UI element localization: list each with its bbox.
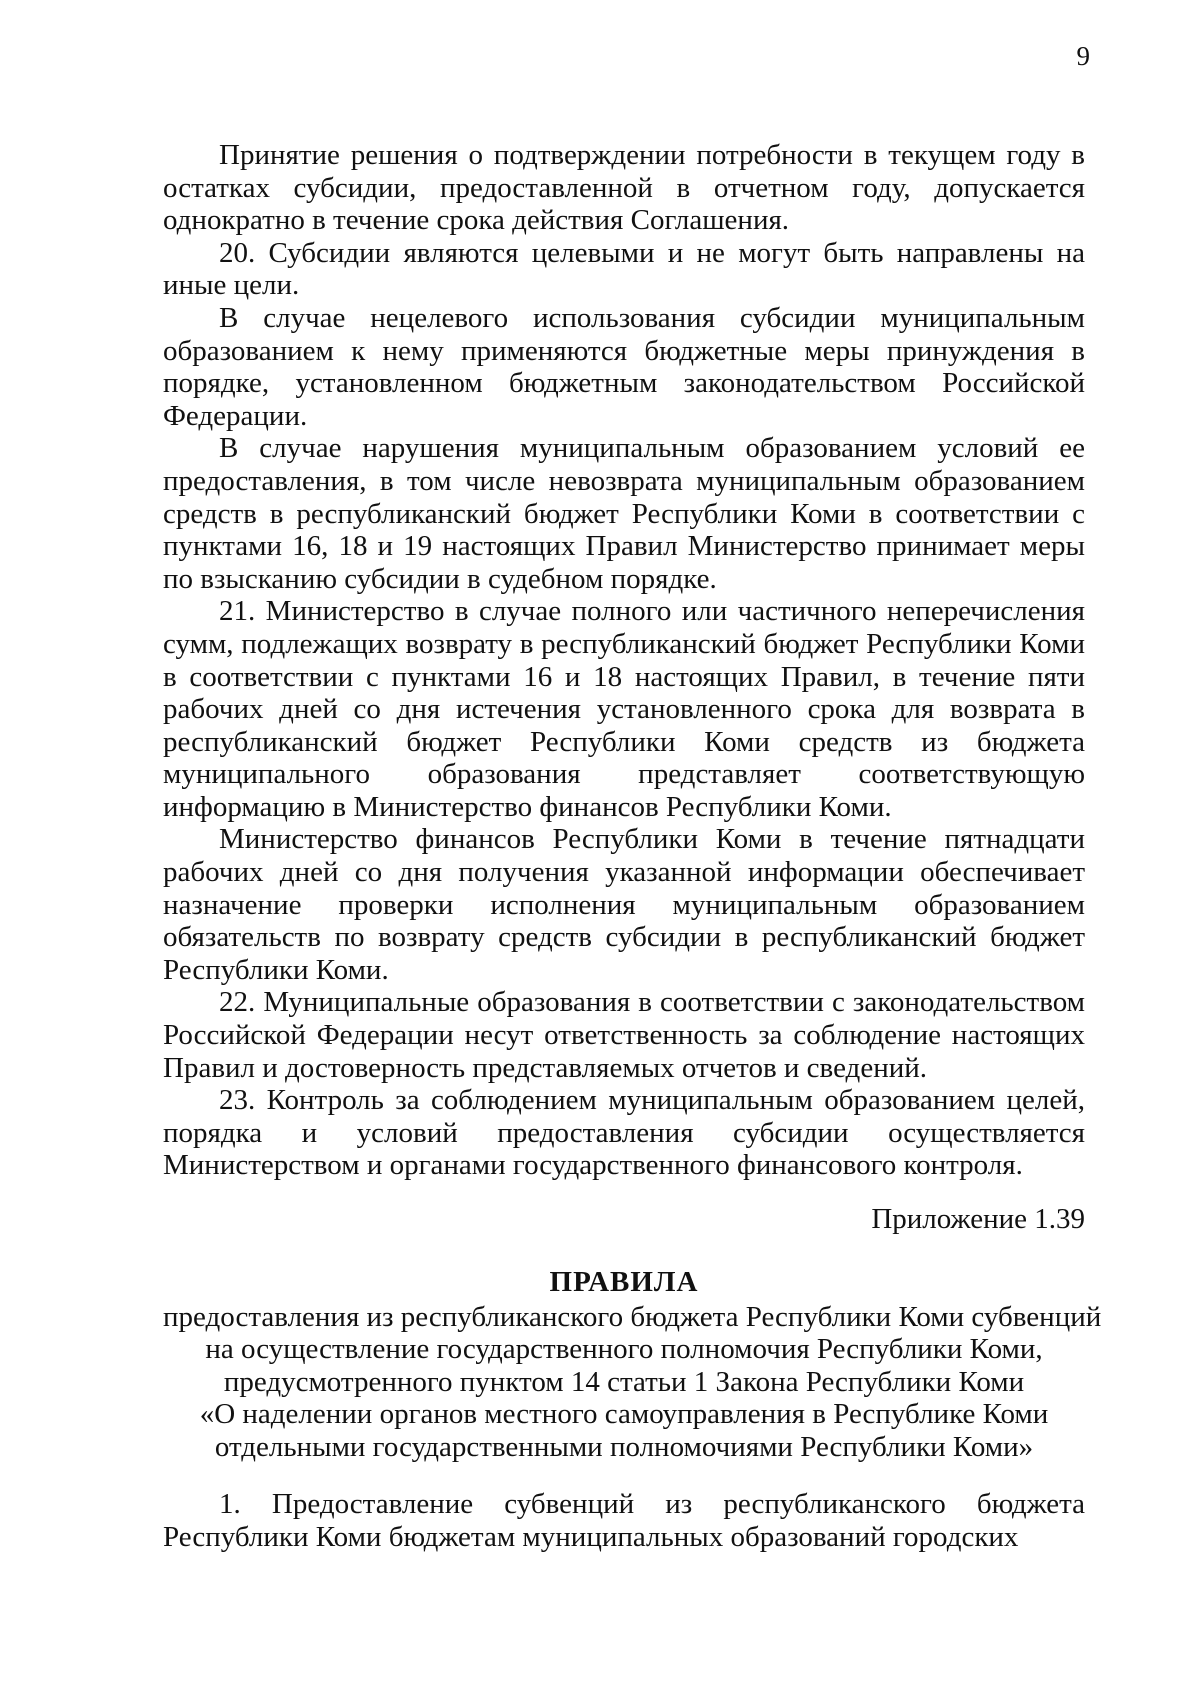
paragraph-21: 21. Министерство в случае полного или частичного неперечисления сумм, подлежащих возврату в республиканский бюджет Республики Коми в соответствии с пунктами 16 и 18 настоящих Правил, в течение пяти рабочих дней со дня истечения установленного срока для возврата в республиканский бюджет Республики Коми средств из бюджета муниципального образования представляет соответствующую информацию в Министерство финансов Республики Коми. bbox=[163, 595, 1085, 823]
rules-title: ПРАВИЛА bbox=[549, 1266, 699, 1298]
paragraph-22: 22. Муниципальные образования в соответствии с законодательством Российской Федерации несут ответственность за соблюдение настоящих Правил и достоверность представляемых отчетов и сведений. bbox=[163, 986, 1085, 1084]
rules-paragraph-1: 1. Предоставление субвенций из республиканского бюджета Республики Коми бюджетам муниципальных образований городских bbox=[163, 1488, 1085, 1553]
paragraph-20: 20. Субсидии являются целевыми и не могут быть направлены на иные цели. bbox=[163, 236, 1085, 302]
paragraph-ministry-finance: Министерство финансов Республики Коми в течение пятнадцати рабочих дней со дня получения указанной информации обеспечивает назначение проверки исполнения муниципальным образованием обязательств по возврату средств субсидии в республиканский бюджет Республики Коми. bbox=[163, 823, 1085, 986]
rules-subtitle-line: предоставления из республиканского бюджета Республики Коми субвенций bbox=[163, 1300, 1102, 1333]
appendix-label: Приложение 1.39 bbox=[871, 1203, 1085, 1235]
paragraph-violation: В случае нарушения муниципальным образованием условий ее предоставления, в том числе невозврата муниципальным образованием средств в республиканский бюджет Республики Коми в соответствии с пунктами 16, 18 и 19 настоящих Правил Министерство принимает меры по взысканию субсидии в судебном порядке. bbox=[163, 432, 1085, 595]
body-text bbox=[163, 139, 1085, 1182]
page-number: 9 bbox=[1076, 41, 1090, 71]
paragraph-misuse: В случае нецелевого использования субсидии муниципальным образованием к нему применяются бюджетные меры принуждения в порядке, установленном бюджетным законодательством Российской Федерации. bbox=[163, 301, 1085, 432]
paragraph-subsidy-remainder: Принятие решения о подтверждении потребности в текущем году в остатках субсидии, предоставленной в отчетном году, допускается однократно в течение срока действия Соглашения. bbox=[163, 139, 1085, 237]
rules-subtitle-line: отдельными государственными полномочиями Республики Коми» bbox=[214, 1430, 1034, 1463]
rules-subtitle-line: предусмотренного пунктом 14 статьи 1 Закона Республики Коми bbox=[223, 1365, 1025, 1398]
rules-body bbox=[163, 1488, 1085, 1553]
rules-heading bbox=[163, 1266, 1102, 1464]
rules-subtitle-line: «О наделении органов местного самоуправления в Республике Коми bbox=[199, 1398, 1049, 1431]
rules-subtitle-line: на осуществление государственного полномочия Республики Коми, bbox=[205, 1333, 1043, 1366]
paragraph-23: 23. Контроль за соблюдением муниципальным образованием целей, порядка и условий предоставления субсидии осуществляется Министерством и органами государственного финансового контроля. bbox=[163, 1084, 1085, 1182]
